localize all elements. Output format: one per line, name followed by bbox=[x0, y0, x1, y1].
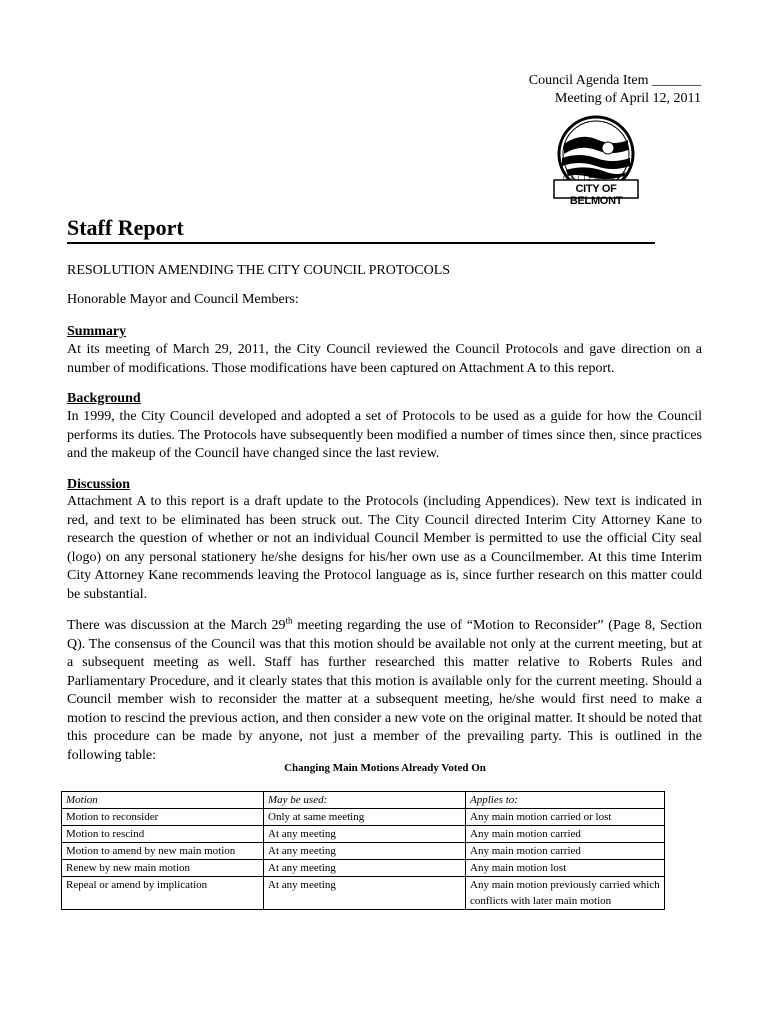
table-cell: At any meeting bbox=[264, 843, 466, 860]
para2-start: There was discussion at the March 29 bbox=[67, 618, 286, 633]
table-cell: Any main motion lost bbox=[466, 860, 665, 877]
agenda-item-label: Council Agenda Item _______ bbox=[528, 73, 701, 88]
table-header-row bbox=[62, 792, 665, 809]
summary-heading: Summary bbox=[67, 324, 127, 339]
table-caption: Changing Main Motions Already Voted On bbox=[284, 762, 486, 774]
discussion-paragraph-2 bbox=[67, 617, 702, 765]
table-cell: Motion to reconsider bbox=[62, 809, 264, 826]
table-cell: Any main motion carried bbox=[466, 826, 665, 843]
table-row bbox=[62, 877, 665, 910]
meeting-date: Meeting of April 12, 2011 bbox=[554, 91, 701, 106]
table-header: Applies to: bbox=[466, 792, 665, 809]
para2-rest: meeting regarding the use of “Motion to Reconsider” (Page 8, Section Q). The consensus of the Council was that this motion should be available not only at the current meeting, but at a subsequent meeting as well. Staff has further researched this matter relative to Roberts Rules and Parliamentary Procedure, and it clearly states that this motion is available only for the current meeting. Should a Council member wish to reconsider the matter at a subsequent meeting, he/she would first need to make a motion to rescind the previous action, and then consider a new vote on the original matter. It should be noted that this procedure can be made by anyone, not just a member of the prevailing party. This is outlined in the following table: bbox=[67, 618, 702, 763]
motions-table bbox=[61, 791, 665, 910]
table-cell: Renew by new main motion bbox=[62, 860, 264, 877]
table-cell: At any meeting bbox=[264, 877, 466, 910]
table-cell: Only at same meeting bbox=[264, 809, 466, 826]
seal-arc-text: CALIFORNIA bbox=[562, 176, 629, 182]
table-row bbox=[62, 860, 665, 877]
salutation: Honorable Mayor and Council Members: bbox=[67, 292, 299, 307]
background-text: In 1999, the City Council developed and adopted a set of Protocols to be used as a guide for how the Council performs its duties. The Protocols have subsequently been modified a number of times since then, since practices and the makeup of the Council have changed since the last review. bbox=[67, 409, 702, 461]
report-subject: RESOLUTION AMENDING THE CITY COUNCIL PROTOCOLS bbox=[67, 263, 451, 278]
table-cell: Any main motion previously carried which conflicts with later main motion bbox=[466, 877, 665, 910]
table-cell: Repeal or amend by implication bbox=[62, 877, 264, 910]
seal-city-name: CITY OF BELMONT bbox=[569, 183, 623, 207]
table-row bbox=[62, 826, 665, 843]
city-seal-logo bbox=[546, 114, 646, 207]
table-row bbox=[62, 843, 665, 860]
table-header: Motion bbox=[62, 792, 264, 809]
summary-text: At its meeting of March 29, 2011, the City Council reviewed the Council Protocols and gave direction on a number of modifications. Those modifications have been captured on Attachment A to this report. bbox=[67, 342, 702, 376]
table-cell: Any main motion carried bbox=[466, 843, 665, 860]
table-cell: Motion to amend by new main motion bbox=[62, 843, 264, 860]
table-cell: Motion to rescind bbox=[62, 826, 264, 843]
table-header: May be used: bbox=[264, 792, 466, 809]
table-cell: At any meeting bbox=[264, 860, 466, 877]
background-heading: Background bbox=[67, 391, 141, 406]
table-cell: Any main motion carried or lost bbox=[466, 809, 665, 826]
page-title: Staff Report bbox=[67, 214, 655, 244]
discussion-paragraph-1: Attachment A to this report is a draft update to the Protocols (including Appendices). New text is indicated in red, and text to be eliminated has been struck out. The City Council directed Interim City Attorney Kane to research the question of whether or not an individual Council Member is permitted to use the official City seal (logo) on any personal stationery he/she designs for his/her own use as a Councilmember. At this time Interim City Attorney Kane recommends leaving the Protocol language as is, since further research on this matter could be substantial. bbox=[67, 494, 702, 602]
table-cell: At any meeting bbox=[264, 826, 466, 843]
para2-superscript: th bbox=[285, 615, 293, 626]
discussion-heading: Discussion bbox=[67, 477, 131, 492]
table-row bbox=[62, 809, 665, 826]
